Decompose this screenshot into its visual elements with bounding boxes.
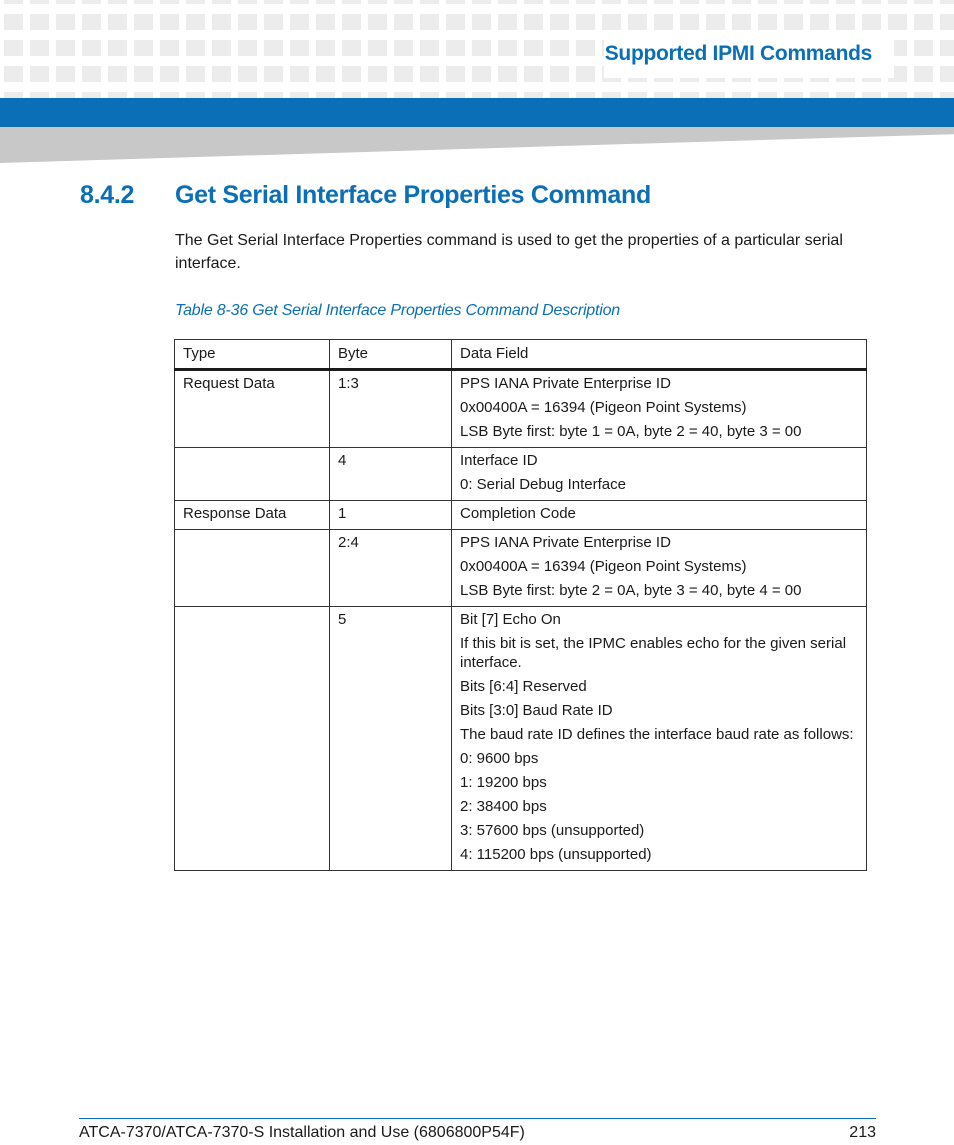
section-number: 8.4.2 (80, 181, 135, 209)
table-row (175, 501, 867, 530)
data-field-line: 1: 19200 bps (460, 774, 547, 791)
cell-type (175, 530, 330, 607)
data-field-line: PPS IANA Private Enterprise ID (460, 534, 671, 551)
table-header-row (175, 340, 867, 370)
table-caption: Table 8-36 Get Serial Interface Properties Command Description (175, 302, 621, 319)
table-row (175, 448, 867, 501)
cell-byte: 4 (330, 448, 452, 501)
data-field-line: 0x00400A = 16394 (Pigeon Point Systems) (460, 399, 747, 416)
data-field-line: 0: Serial Debug Interface (460, 476, 626, 493)
cell-type (175, 448, 330, 501)
data-field-line: Bit [7] Echo On (460, 611, 561, 628)
cell-byte: 1:3 (330, 370, 452, 448)
data-field-line: The baud rate ID defines the interface baud rate as follows: (460, 726, 854, 743)
cell-data-field (452, 370, 867, 448)
footer-rule (79, 1118, 876, 1119)
data-field-line: Bits [6:4] Reserved (460, 678, 587, 695)
table-row (175, 370, 867, 448)
header-blue-bar (0, 98, 954, 127)
header-data-field: Data Field (452, 340, 867, 370)
table-row (175, 530, 867, 607)
cell-data-field (452, 501, 867, 530)
header-gray-wedge (0, 127, 954, 163)
cell-type: Request Data (175, 370, 330, 448)
cell-type: Response Data (175, 501, 330, 530)
data-field-line: Completion Code (460, 505, 576, 522)
data-field-line: LSB Byte first: byte 2 = 0A, byte 3 = 40, byte 4 = 00 (460, 582, 802, 599)
data-field-line: 3: 57600 bps (unsupported) (460, 822, 645, 839)
chapter-title: Supported IPMI Commands (604, 42, 872, 65)
data-field-line: 0x00400A = 16394 (Pigeon Point Systems) (460, 558, 747, 575)
data-field-line: Bits [3:0] Baud Rate ID (460, 702, 613, 719)
data-field-line: 0: 9600 bps (460, 750, 539, 767)
table-row (175, 607, 867, 871)
cell-data-field (452, 607, 867, 871)
data-field-line: 4: 115200 bps (unsupported) (460, 846, 652, 863)
table-body (175, 370, 867, 871)
section-title: Get Serial Interface Properties Command (175, 181, 651, 209)
cell-byte: 1 (330, 501, 452, 530)
data-field-line: LSB Byte first: byte 1 = 0A, byte 2 = 40, byte 3 = 00 (460, 423, 802, 440)
header-byte: Byte (330, 340, 452, 370)
header-type: Type (175, 340, 330, 370)
intro-paragraph: The Get Serial Interface Properties command is used to get the properties of a particular serial interface. (175, 232, 843, 272)
cell-byte: 5 (330, 607, 452, 871)
data-field-line: If this bit is set, the IPMC enables echo for the given serial interface. (460, 635, 847, 671)
cell-type (175, 607, 330, 871)
cell-byte: 2:4 (330, 530, 452, 607)
cell-data-field (452, 530, 867, 607)
data-field-line: 2: 38400 bps (460, 798, 547, 815)
page-number: 213 (849, 1124, 876, 1141)
section-heading (80, 181, 651, 210)
data-field-line: Interface ID (460, 452, 538, 469)
cell-data-field (452, 448, 867, 501)
data-field-line: PPS IANA Private Enterprise ID (460, 375, 671, 392)
command-description-table (174, 339, 867, 871)
footer-document-title: ATCA-7370/ATCA-7370-S Installation and Use (6806800P54F) (79, 1124, 525, 1141)
